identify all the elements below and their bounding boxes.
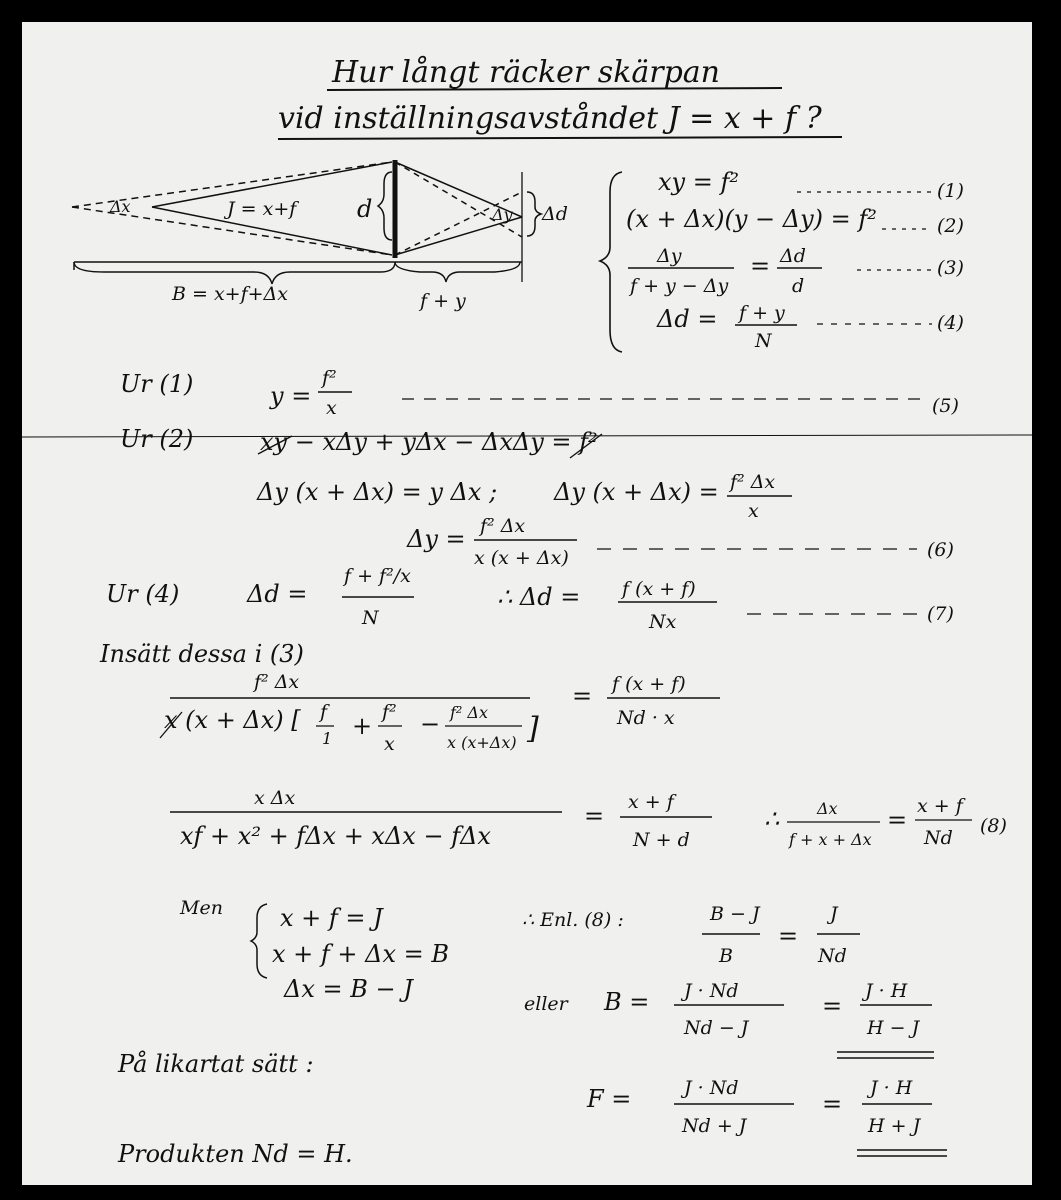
tag-8: (8) — [980, 815, 1007, 837]
d-brace — [378, 172, 392, 240]
men-eller: eller — [524, 993, 568, 1015]
tag-7: (7) — [927, 603, 954, 625]
diagram-delta-y: Δy — [492, 205, 513, 224]
insert-num: f² Δx — [254, 671, 300, 693]
men-b-rden: H − J — [867, 1017, 920, 1039]
insert-den-f2: f² — [382, 701, 397, 723]
eq-4-lhs: Δd = — [657, 305, 718, 333]
from1-lhs: y = — [270, 382, 312, 410]
F-rden: H + J — [868, 1115, 921, 1137]
from2-line3-den: x (x + Δx) — [474, 547, 569, 569]
men-line-3: Δx = B − J — [284, 975, 413, 1003]
F-equals: = — [822, 1090, 843, 1118]
fy-brace — [395, 262, 520, 282]
eq-4-num: f + y — [739, 302, 785, 324]
eq-3-rden: d — [792, 275, 805, 297]
men-enl: ∴ Enl. (8) : — [522, 909, 624, 931]
men-brace — [251, 904, 267, 978]
from4-den: N — [362, 607, 379, 629]
from1-den: x — [326, 397, 337, 419]
page-drawing — [22, 22, 1032, 1185]
insert-den-f: f — [320, 701, 328, 723]
eq-3-rnum: Δd — [780, 245, 806, 267]
handwritten-page — [22, 22, 1032, 1185]
from4-lhs: Δd = — [247, 580, 308, 608]
simplify-therefore: ∴ — [764, 805, 780, 833]
eq-3-equals: = — [750, 252, 771, 280]
tag-3: (3) — [937, 257, 964, 279]
from4-label: Ur (4) — [106, 580, 180, 608]
F-block — [586, 1077, 947, 1156]
tag-4: (4) — [937, 312, 964, 334]
simplify-fequals: = — [887, 806, 908, 834]
from-eq-2 — [120, 425, 954, 569]
simplify-frden: Nd — [924, 827, 953, 849]
insert-rnum: f (x + f) — [612, 673, 686, 695]
men-b-den: Nd − J — [684, 1017, 749, 1039]
simplify-den: xf + x² + fΔx + xΔx − fΔx — [180, 822, 491, 850]
from2-label: Ur (2) — [120, 425, 194, 453]
insert-den-left: x (x + Δx) [ — [164, 706, 301, 734]
simplify-frnum: x + f — [917, 795, 963, 817]
insert-den-t-den: x (x+Δx) — [447, 733, 517, 752]
from-eq-4 — [106, 565, 954, 633]
simplified-block — [170, 787, 1007, 851]
equation-system — [600, 168, 964, 352]
from-eq-1 — [120, 367, 959, 419]
simplify-rnum: x + f — [628, 791, 674, 813]
diagram-B-eq: B = x+f+Δx — [172, 283, 288, 305]
F-den: Nd + J — [682, 1115, 747, 1137]
eq-3-den: f + y − Δy — [630, 275, 729, 297]
simplify-fden: f + x + Δx — [789, 830, 872, 849]
from2-line3-lhs: Δy = — [407, 525, 466, 553]
simplify-rden: N + d — [633, 829, 690, 851]
title-line-2: vid inställningsavståndet J = x + f ? — [278, 101, 822, 136]
men-e-rnum: J — [830, 903, 838, 925]
delta-d-brace — [527, 192, 541, 236]
insert-equals: = — [572, 682, 593, 710]
insert-label: Insätt dessa i (3) — [100, 640, 304, 668]
tag-1: (1) — [937, 180, 964, 202]
insert-den-t-num: f² Δx — [450, 703, 488, 722]
men-b-lhs: B = — [604, 988, 650, 1016]
tag-6: (6) — [927, 539, 954, 561]
B-brace — [74, 262, 395, 284]
from2-line2b: Δy (x + Δx) = — [554, 478, 719, 506]
lens-diagram — [72, 160, 568, 312]
from4-therefore: ∴ Δd = — [497, 583, 581, 611]
men-block — [179, 897, 934, 1058]
insert-den-f-sub: 1 — [322, 729, 333, 748]
dashed-ray-right-top — [395, 162, 522, 237]
eq-2: (x + Δx)(y − Δy) = f² — [626, 205, 877, 233]
insert-den-right: ] — [527, 711, 539, 746]
F-rnum: J · H — [870, 1077, 913, 1099]
tag-5: (5) — [932, 395, 959, 417]
men-label: Men — [180, 897, 223, 919]
men-b-equals: = — [822, 992, 843, 1020]
men-e-den: B — [719, 945, 733, 967]
from1-num: f² — [322, 367, 337, 389]
insert-den-x: x — [384, 733, 395, 755]
F-lhs: F = — [587, 1085, 632, 1113]
simplify-num: x Δx — [254, 787, 296, 809]
from2-line2b-num: f² Δx — [730, 471, 776, 493]
title-line-1: Hur långt räcker skärpan — [332, 55, 721, 90]
from2-line1: xy − xΔy + yΔx − ΔxΔy = f² — [260, 428, 598, 456]
from4-rden: Nx — [649, 611, 677, 633]
men-b-rnum: J · H — [865, 980, 908, 1002]
from4-num: f + f²/x — [344, 565, 411, 587]
substitution-block — [99, 640, 720, 755]
from4-rnum: f (x + f) — [622, 578, 696, 600]
men-e-num: B − J — [710, 903, 760, 925]
from2-line2a: Δy (x + Δx) = y Δx ; — [257, 478, 498, 506]
system-brace — [600, 172, 622, 352]
eq-4-den: N — [755, 330, 772, 352]
title-underline-2 — [278, 137, 842, 139]
diagram-delta-d: Δd — [542, 203, 568, 225]
F-num: J · Nd — [684, 1077, 739, 1099]
eq-1: xy = f² — [658, 168, 739, 196]
insert-den-minus: − — [420, 710, 441, 738]
diagram-d: d — [357, 195, 373, 223]
men-line-1: x + f = J — [280, 904, 383, 932]
men-b-num: J · Nd — [684, 980, 739, 1002]
from2-line3-num: f² Δx — [480, 515, 526, 537]
diagram-f-plus-y: f + y — [420, 290, 466, 312]
simplify-equals: = — [584, 802, 605, 830]
tag-2: (2) — [937, 215, 964, 237]
from2-line2b-den: x — [748, 500, 759, 522]
insert-den-plus: + — [352, 712, 373, 740]
men-e-equals: = — [778, 922, 799, 950]
from1-label: Ur (1) — [120, 370, 194, 398]
likartat-text: På likartat sätt : — [118, 1050, 314, 1078]
insert-rden: Nd · x — [617, 707, 675, 729]
simplify-fnum: Δx — [817, 799, 838, 818]
eq-3-num: Δy — [657, 245, 682, 267]
men-e-rden: Nd — [818, 945, 847, 967]
diagram-delta-x: Δx — [110, 197, 131, 216]
men-line-2: x + f + Δx = B — [272, 940, 450, 968]
product-text: Produkten Nd = H. — [118, 1140, 353, 1168]
diagram-J-eq: J = x+f — [227, 198, 297, 220]
